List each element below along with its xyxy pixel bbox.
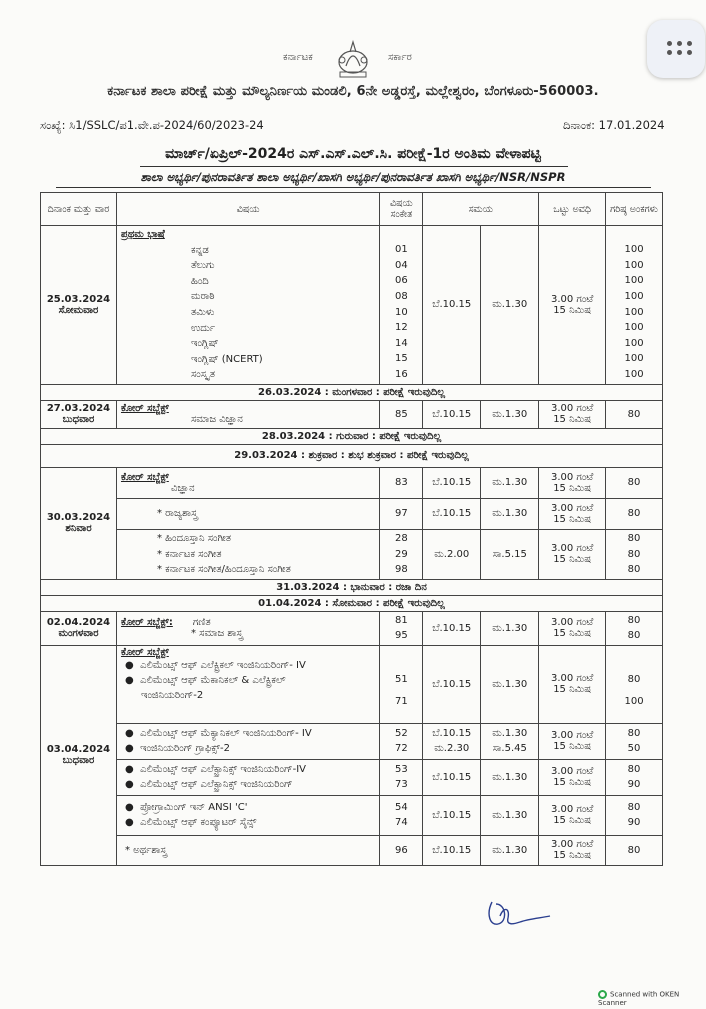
table-row: 30.03.2024 ಶನಿವಾರ ಕೋರ್ ಸಬ್ಜೆಕ್ಟ್ ವಿಜ್ಞಾನ 83 ಬೆ.10.15 ಮ.1.30 3.00 ಗಂಟೆ 15 ನಿಮಿಷ 80 xyxy=(41,467,663,498)
row-duration: 3.00 ಗಂಟೆ 15 ನಿಮಿಷ xyxy=(539,226,606,385)
gov-label-right: ಸರ್ಕಾರ xyxy=(388,52,412,63)
signature-icon xyxy=(484,894,554,934)
table-row xyxy=(41,226,663,385)
board-address: ಕರ್ನಾಟಕ ಶಾಲಾ ಪರೀಕ್ಷೆ ಮತ್ತು ಮೌಲ್ಯನಿರ್ಣಯ ಮಂಡಲಿ, 6ನೇ ಅಡ್ಡರಸ್ತೆ, ಮಲ್ಲೇಶ್ವರಂ, ಬೆಂಗಳೂರು-560003. xyxy=(107,84,599,99)
col-duration: ಒಟ್ಟು ಅವಧಿ xyxy=(539,193,606,226)
holiday-row: 01.04.2024 : ಸೋಮವಾರ : ಪರೀಕ್ಷೆ ಇರುವುದಿಲ್ಲ xyxy=(41,595,663,611)
table-row: 27.03.2024 ಬುಧವಾರ ಕೋರ್ ಸಬ್ಜೆಕ್ಟ್ ಸಮಾಜ ವಿಜ್ಞಾನ 85 ಬೆ.10.15 ಮ.1.30 3.00 ಗಂಟೆ 15 ನಿಮಿಷ 80 xyxy=(41,400,663,428)
table-row: * ಅರ್ಥಶಾಸ್ತ್ರ 96 ಬೆ.10.15 ಮ.1.30 3.00 ಗಂಟೆ 15 ನಿಮಿಷ 80 xyxy=(41,835,663,865)
table-row: * ರಾಜ್ಯಶಾಸ್ತ್ರ 97 ಬೆ.10.15 ಮ.1.30 3.00 ಗಂಟೆ 15 ನಿಮಿಷ 80 xyxy=(41,498,663,529)
table-row: ● ಎಲಿಮೆಂಟ್ಸ್ ಆಫ್ ಮೆಕ್ಯಾನಿಕಲ್ ಇಂಜಿನಿಯರಿಂಗ್- IV ● ಇಂಜಿನಿಯರಿಂಗ್ ಗ್ರಾಫಿಕ್ಸ್-2 52 72 ಬೆ.10.15 ಮ.2.30 ಮ.1.30 ಸಾ.5.45 3.00 ಗಂಟೆ 15 ನಿಮಿಷ 80 50 xyxy=(41,723,663,759)
holiday-row: 31.03.2024 : ಭಾನುವಾರ : ರಜಾ ದಿನ xyxy=(41,579,663,595)
table-row: 02.04.2024 ಮಂಗಳವಾರ ಕೋರ್ ಸಬ್ಜೆಕ್ಟ್: ಗಣಿತ * ಸಮಾಜ ಶಾಸ್ತ್ರ 81 95 ಬೆ.10.15 ಮ.1.30 3.00 ಗಂಟೆ 15 ನಿಮಿಷ 80 80 xyxy=(41,611,663,645)
scanner-watermark: Scanned with OKEN Scanner xyxy=(598,990,680,1007)
more-options-button[interactable] xyxy=(647,20,705,78)
subtitle-underline xyxy=(56,187,651,188)
holiday-row: 26.03.2024 : ಮಂಗಳವಾರ : ಪರೀಕ್ಷೆ ಇರುವುದಿಲ್ಲ xyxy=(41,384,663,400)
row-start-time: ಬೆ.10.15 xyxy=(423,226,481,385)
col-date-day: ದಿನಾಂಕ ಮತ್ತು ವಾರ xyxy=(41,193,117,226)
title-underline xyxy=(140,166,568,167)
gov-label-left: ಕರ್ನಾಟಕ xyxy=(283,52,313,63)
more-icon xyxy=(667,41,695,57)
document-date: ದಿನಾಂಕ: 17.01.2024 xyxy=(563,118,665,132)
exam-timetable xyxy=(40,192,663,866)
col-time: ಸಮಯ xyxy=(423,193,539,226)
candidate-types: ಶಾಲಾ ಅಭ್ಯರ್ಥಿ/ಪುನರಾವರ್ತಿತ ಶಾಲಾ ಅಭ್ಯರ್ಥಿ/ಖಾಸಗಿ ಅಭ್ಯರ್ಥಿ/ಪುನರಾವರ್ತಿತ ಖಾಸಗಿ ಅಭ್ಯರ್ಥಿ/NSR/NSPR xyxy=(140,170,566,184)
holiday-row: 28.03.2024 : ಗುರುವಾರ : ಪರೀಕ್ಷೆ ಇರುವುದಿಲ್ಲ xyxy=(41,428,663,444)
table-row: 03.04.2024 ಬುಧವಾರ ಕೋರ್ ಸಬ್ಜೆಕ್ಟ್ ● ಎಲಿಮೆಂಟ್ಸ್ ಆಫ್ ಎಲೆಕ್ಟ್ರಿಕಲ್ ಇಂಜಿನಿಯರಿಂಗ್- IV ● ಎಲಿಮೆಂಟ್ಸ್ ಆಫ್ ಮೆಕಾನಿಕಲ್ & ಎಲೆಕ್ಟ್ರಿಕಲ್ ಇಂಜಿನಿಯರಿಂಗ್-2 51 71 ಬೆ.10.15 ಮ.1.30 3.00 ಗಂಟೆ 15 ನಿಮಿಷ 80 100 xyxy=(41,645,663,723)
col-subject-code: ವಿಷಯ ಸಂಕೇತ xyxy=(380,193,423,226)
table-row: * ಹಿಂದೂಸ್ತಾನಿ ಸಂಗೀತ * ಕರ್ನಾಟಕ ಸಂಗೀತ * ಕರ್ನಾಟಕ ಸಂಗೀತ/ಹಿಂದೂಸ್ತಾನಿ ಸಂಗೀತ 28 29 98 ಮ.2.00 ಸಾ.5.15 3.00 ಗಂಟೆ 15 ನಿಮಿಷ 80 80 80 xyxy=(41,529,663,579)
col-subject: ವಿಷಯ xyxy=(116,193,379,226)
state-emblem-icon xyxy=(328,38,378,80)
row-end-time: ಮ.1.30 xyxy=(481,226,539,385)
holiday-row: 29.03.2024 : ಶುಕ್ರವಾರ : ಶುಭ ಶುಕ್ರವಾರ : ಪರೀಕ್ಷೆ ಇರುವುದಿಲ್ಲ xyxy=(41,444,663,467)
reference-number: ಸಂಖ್ಯೆ: ಸಿ1/SSLC/ಪ1.ವೇ.ಪ-2024/60/2023-24 xyxy=(40,118,264,132)
table-row: ● ಎಲಿಮೆಂಟ್ಸ್ ಆಫ್ ಎಲೆಕ್ಟ್ರಾನಿಕ್ಸ್ ಇಂಜಿನಿಯರಿಂಗ್-IV ● ಎಲಿಮೆಂಟ್ಸ್ ಆಫ್ ಎಲೆಕ್ಟ್ರಾನಿಕ್ಸ್ ಇಂಜಿನಿಯರಿಂಗ್ 53 73 ಬೆ.10.15 ಮ.1.30 3.00 ಗಂಟೆ 15 ನಿಮಿಷ 80 90 xyxy=(41,759,663,795)
row-subject-cell: ಪ್ರಥಮ ಭಾಷೆ ಕನ್ನಡ ತೆಲುಗು ಹಿಂದಿ ಮರಾಠಿ ತಮಿಳು ಉರ್ದು ಇಂಗ್ಲಿಷ್ ಇಂಗ್ಲಿಷ್ (NCERT) ಸಂಸ್ಕೃತ xyxy=(116,226,379,385)
timetable-title: ಮಾರ್ಚ್/ಏಪ್ರಿಲ್-2024ರ ಎಸ್.ಎಸ್.ಎಲ್.ಸಿ. ಪರೀಕ್ಷೆ-1ರ ಅಂತಿಮ ವೇಳಾಪಟ್ಟಿ xyxy=(165,146,541,162)
table-header-row xyxy=(41,193,663,226)
scanner-logo-icon xyxy=(598,990,607,999)
row-date-cell: 25.03.2024 ಸೋಮವಾರ xyxy=(41,226,117,385)
row-code-cell: 01 04 06 08 10 12 14 15 16 xyxy=(380,226,423,385)
table-row: ● ಪ್ರೋಗ್ರಾಮಿಂಗ್ ಇನ್ ANSI 'C' ● ಎಲಿಮೆಂಟ್ಸ್ ಆಫ್ ಕಂಪ್ಯೂಟರ್ ಸೈನ್ಸ್ 54 74 ಬೆ.10.15 ಮ.1.30 3.00 ಗಂಟೆ 15 ನಿಮಿಷ 80 90 xyxy=(41,795,663,835)
row-marks-cell: 100 100 100 100 100 100 100 100 100 xyxy=(606,226,663,385)
col-max-marks: ಗರಿಷ್ಠ ಅಂಕಗಳು xyxy=(606,193,663,226)
